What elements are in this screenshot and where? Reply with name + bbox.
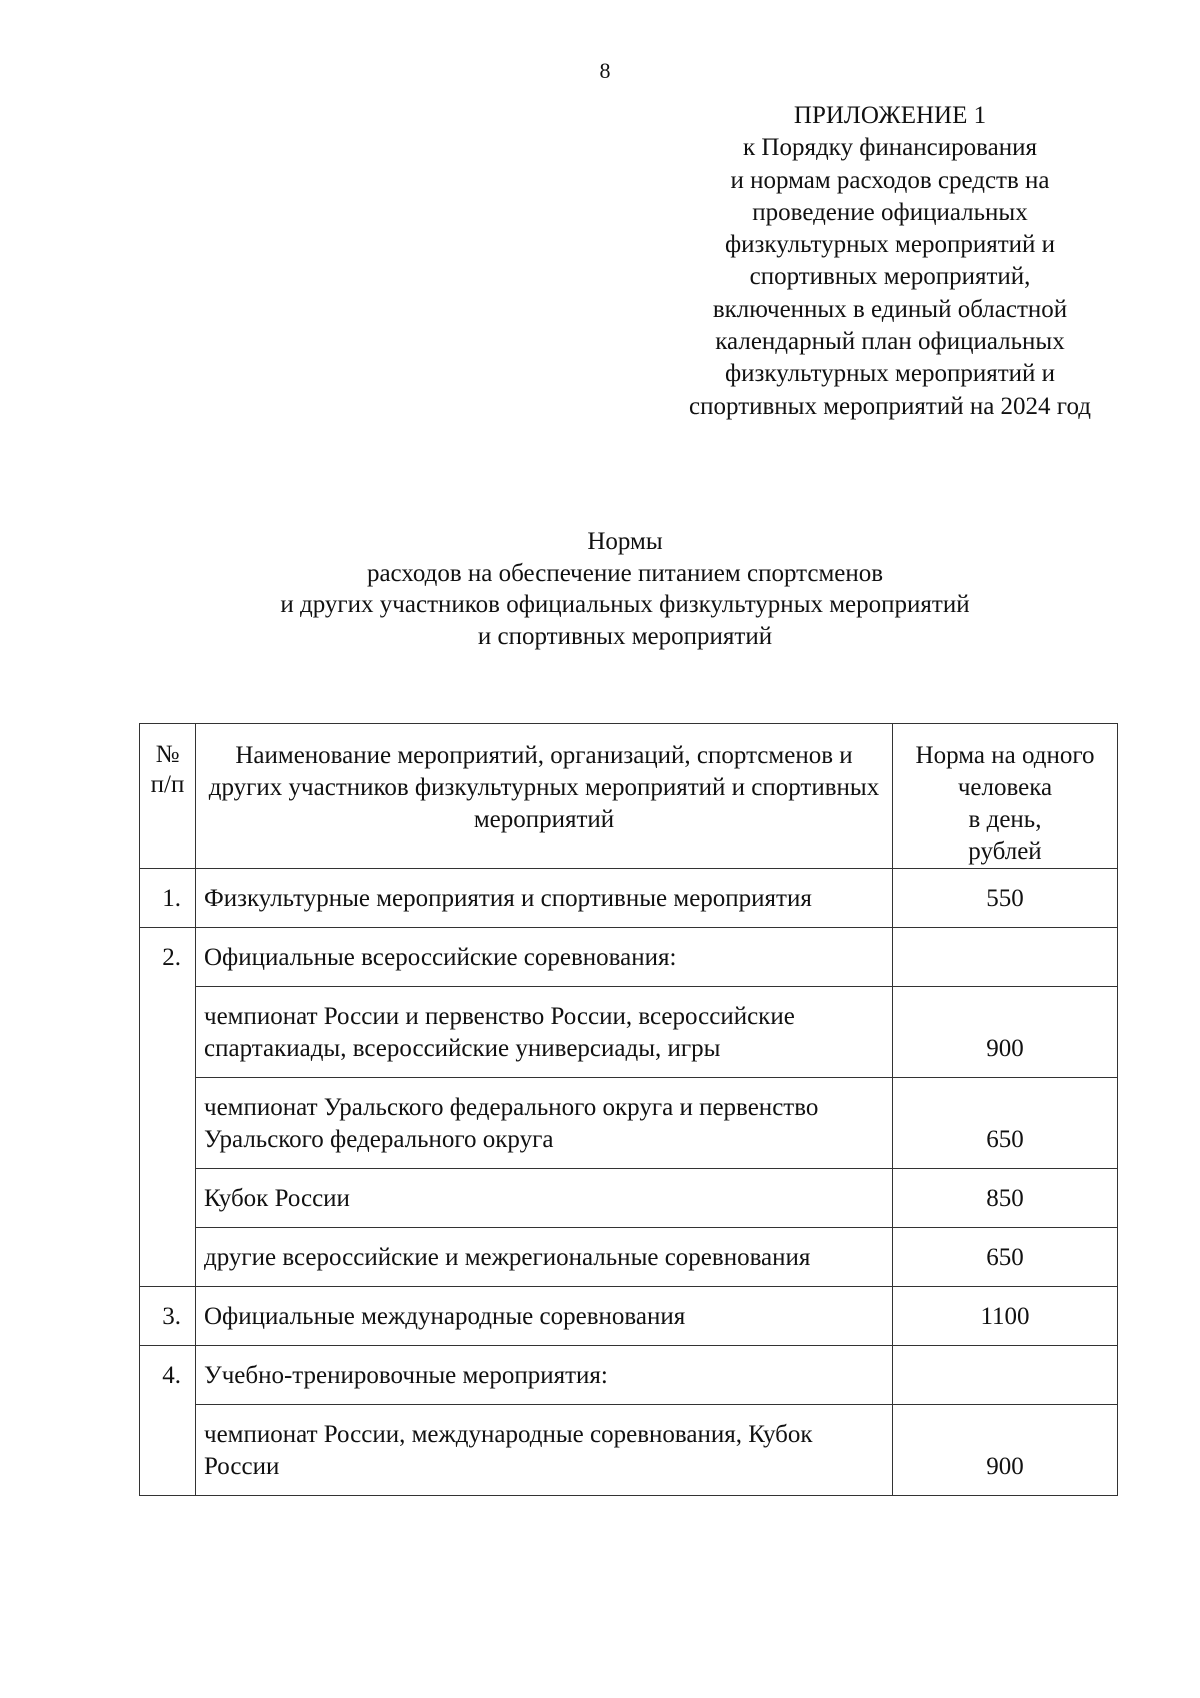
row-rate [893,1346,1118,1405]
appendix-line: физкультурных мероприятий и [724,360,1056,388]
row-num: 1. [140,869,196,928]
row-name: Официальные всероссийские соревнования: [196,928,893,987]
row-num: 2. [140,928,196,1287]
document-title [150,526,1100,652]
row-name: чемпионат России, международные соревнования, Кубок России [196,1405,893,1496]
row-rate [893,928,1118,987]
row-rate: 900 [893,987,1118,1078]
row-rate: 650 [893,1228,1118,1287]
table-row [140,1228,1118,1287]
table-row [140,1078,1118,1169]
row-rate: 550 [893,869,1118,928]
table-row [140,928,1118,987]
appendix-line: спортивных мероприятий, [749,263,1031,291]
header-num [140,724,196,869]
appendix-line: календарный план официальных [715,328,1065,356]
appendix-line: ПРИЛОЖЕНИЕ 1 [793,102,987,129]
table-row [140,869,1118,928]
appendix-line: к Порядку финансирования [743,134,1037,162]
table-row [140,1287,1118,1346]
header-rate [893,724,1118,869]
table-row [140,1346,1118,1405]
appendix-line: проведение официальных [752,198,1028,226]
table-row [140,1169,1118,1228]
row-name: Учебно-тренировочные мероприятия: [196,1346,893,1405]
title-line: и спортивных мероприятий [477,622,773,650]
row-rate: 1100 [893,1287,1118,1346]
appendix-header [640,100,1140,423]
table-header-row [140,724,1118,869]
norms-table [139,723,1118,1496]
header-rate-line: рублей [968,838,1042,865]
appendix-line: и нормам расходов средств на [730,166,1050,194]
table-row [140,1405,1118,1496]
appendix-line: физкультурных мероприятий и [724,231,1056,259]
title-line: и других участников официальных физкультурных мероприятий [280,591,970,618]
header-name: Наименование мероприятий, организаций, спортсменов и других участников физкультурных мероприятий и спортивных мероприятий [196,724,893,869]
row-name: Физкультурные мероприятия и спортивные мероприятия [196,869,893,928]
table-row [140,987,1118,1078]
row-rate: 850 [893,1169,1118,1228]
header-rate-line: Норма на одного [915,742,1095,769]
title-line: Нормы [587,528,663,555]
row-name: чемпионат Уральского федерального округа и первенство Уральского федерального округа [196,1078,893,1169]
row-rate: 650 [893,1078,1118,1169]
row-num: 3. [140,1287,196,1346]
header-num-line2: п/п [150,771,185,798]
title-line: расходов на обеспечение питанием спортсменов [366,559,884,587]
appendix-line: включенных в единый областной [712,295,1068,323]
header-num-line1: № [155,741,180,768]
header-rate-line: человека [957,774,1053,801]
header-rate-line: в день, [968,806,1042,833]
row-name: Кубок России [196,1169,893,1228]
row-name: Официальные международные соревнования [196,1287,893,1346]
appendix-line: спортивных мероприятий на 2024 год [689,392,1091,420]
row-name: другие всероссийские и межрегиональные соревнования [196,1228,893,1287]
row-num: 4. [140,1346,196,1496]
page-number: 8 [599,58,611,83]
row-name: чемпионат России и первенство России, всероссийские спартакиады, всероссийские универсиады, игры [196,987,893,1078]
row-rate: 900 [893,1405,1118,1496]
